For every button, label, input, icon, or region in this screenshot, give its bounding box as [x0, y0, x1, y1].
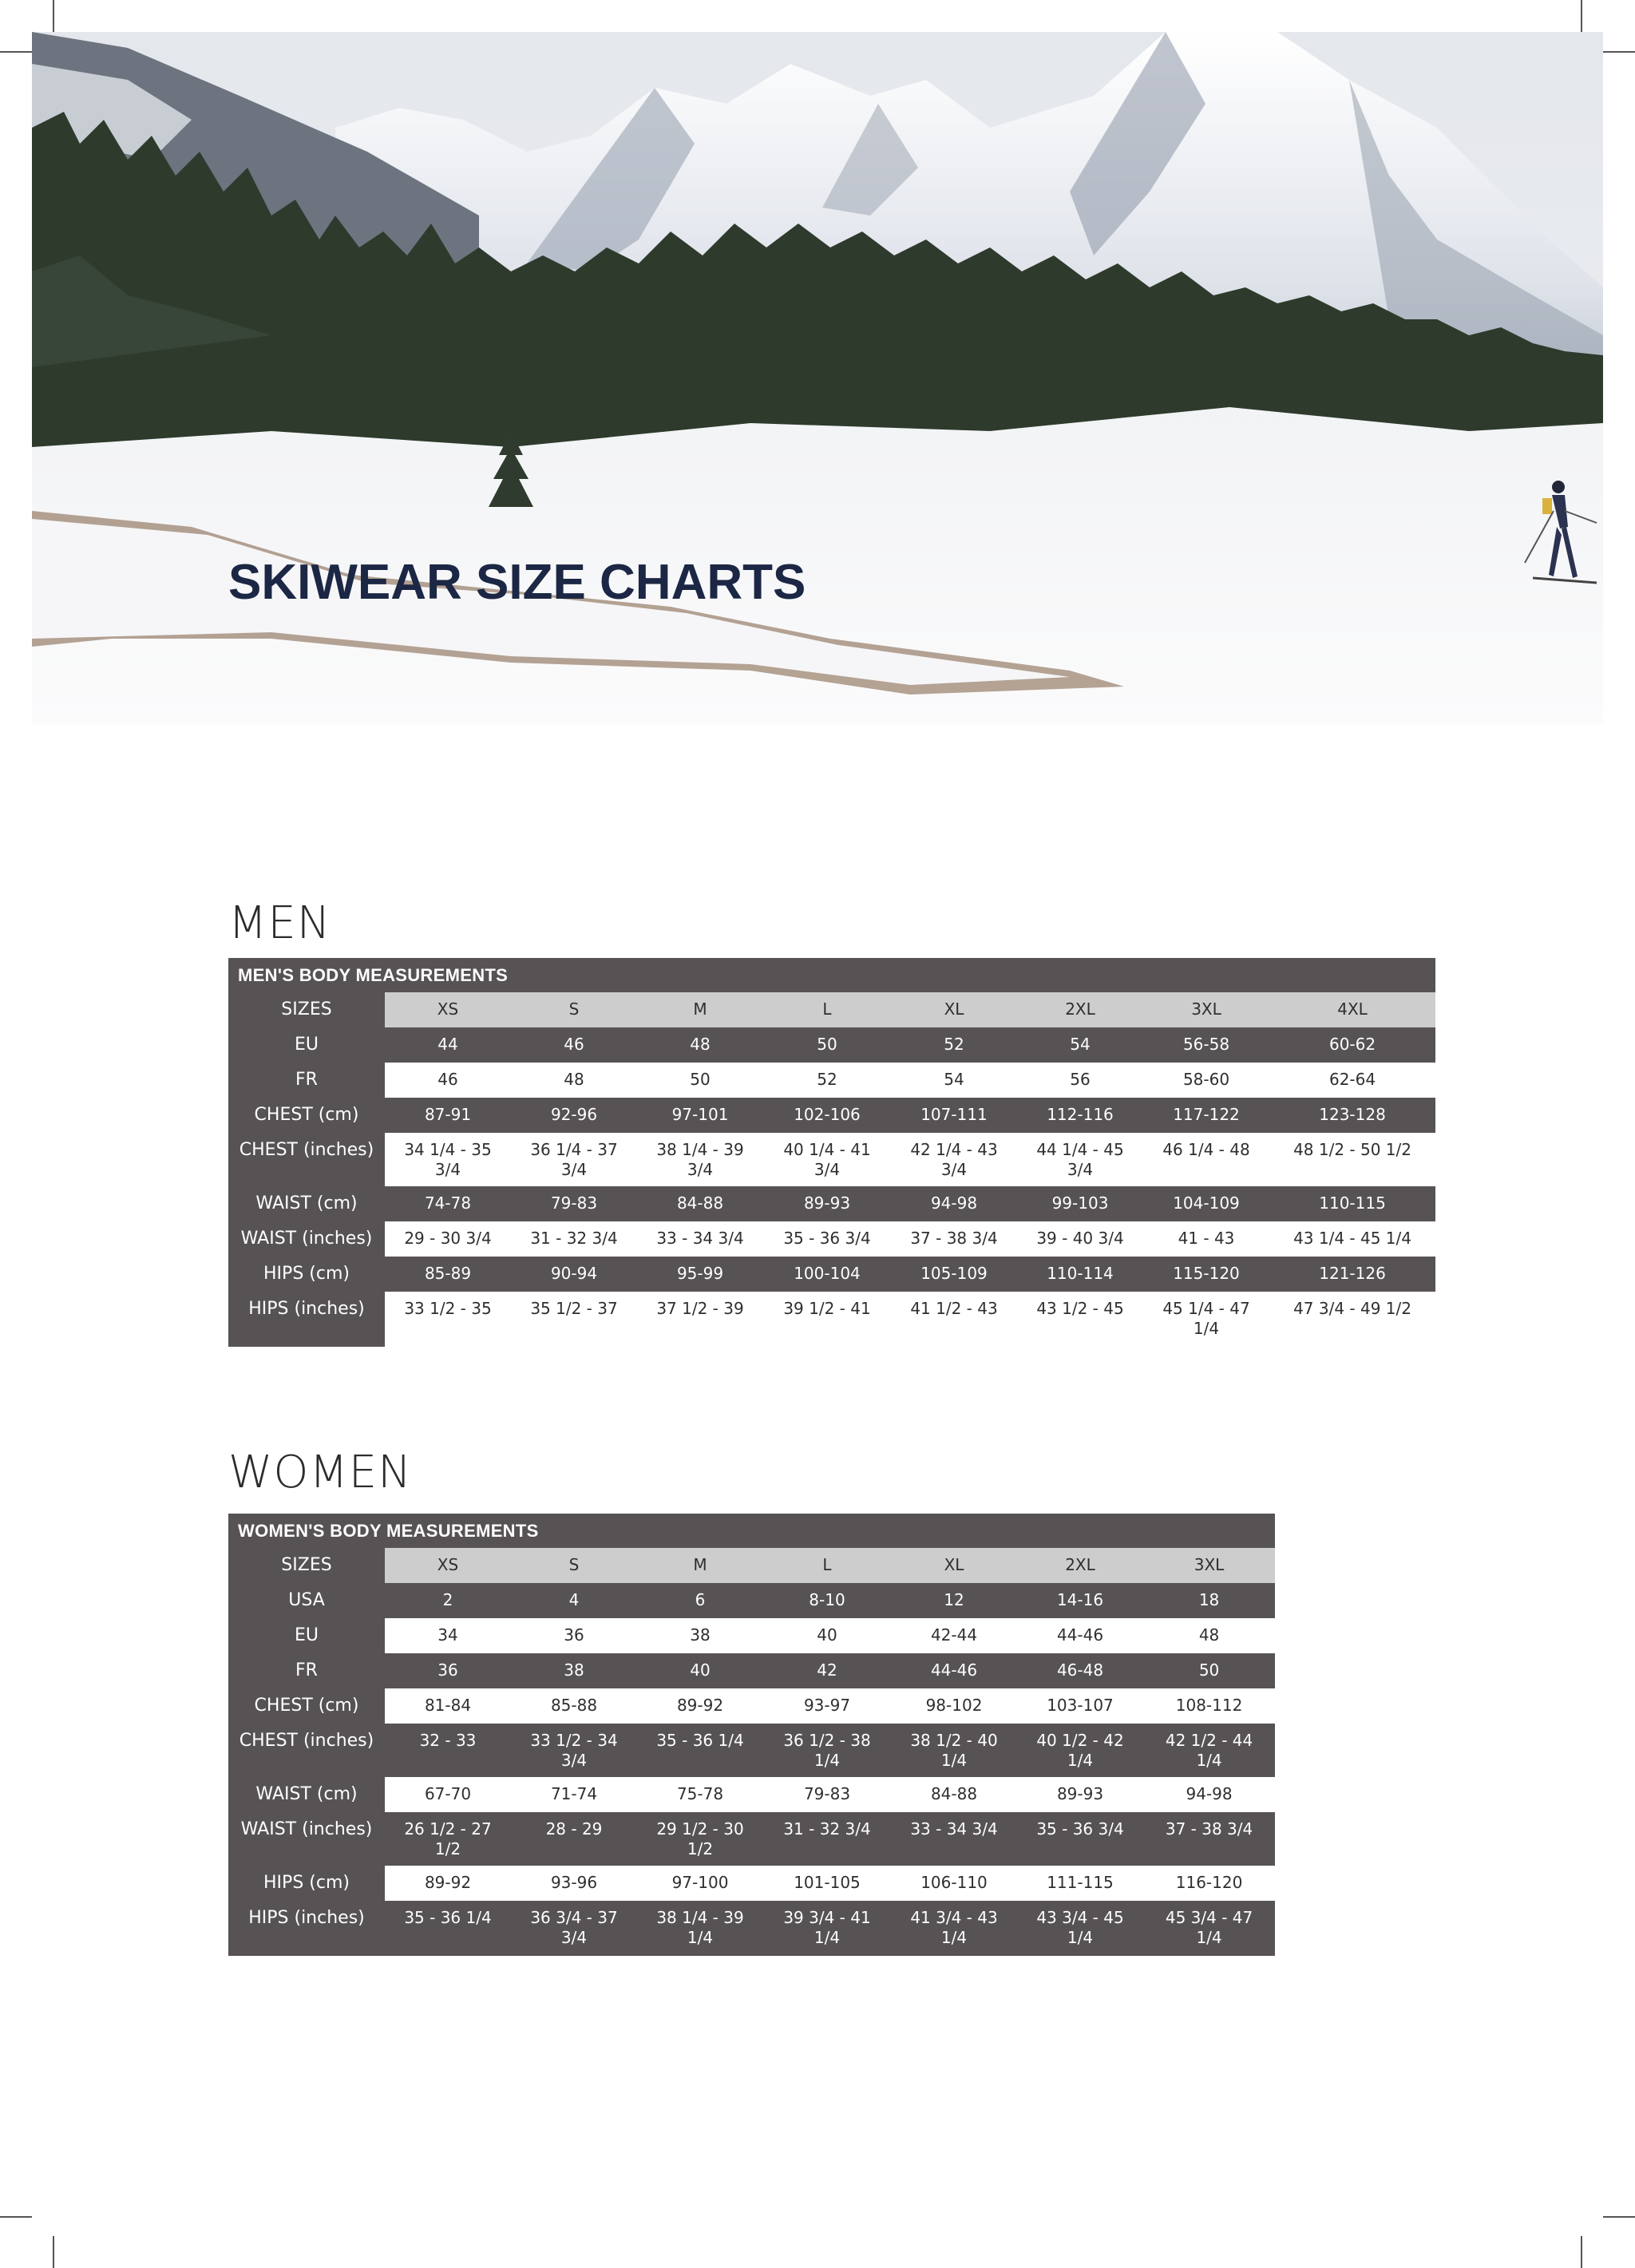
- table-cell: 84-88: [891, 1777, 1017, 1812]
- table-cell: 52: [891, 1027, 1017, 1063]
- table-cell: 54: [1017, 1027, 1143, 1063]
- table-cell: 8-10: [763, 1583, 891, 1618]
- table-cell: 46 1/4 - 48: [1143, 1133, 1269, 1186]
- table-row: [228, 1688, 1275, 1724]
- table-cell: 43 1/4 - 45 1/4: [1269, 1221, 1435, 1257]
- table-cell: 36 3/4 - 37 3/4: [511, 1901, 637, 1956]
- table-cell: 48: [511, 1063, 637, 1098]
- table-cell: 110-115: [1269, 1186, 1435, 1221]
- table-cell: 87-91: [385, 1098, 511, 1133]
- table-cell: 121-126: [1269, 1257, 1435, 1292]
- table-cell: 46: [511, 1027, 637, 1063]
- table-cell: 97-101: [637, 1098, 763, 1133]
- table-row: [228, 1901, 1275, 1956]
- table-cell: 62-64: [1269, 1063, 1435, 1098]
- crop-mark: [0, 2216, 32, 2218]
- table-cell: 92-96: [511, 1098, 637, 1133]
- table-cell: 33 - 34 3/4: [637, 1221, 763, 1257]
- table-cell: 37 1/2 - 39: [637, 1292, 763, 1347]
- table-cell: 36 1/2 - 38 1/4: [763, 1724, 891, 1777]
- table-cell: 38 1/2 - 40 1/4: [891, 1724, 1017, 1777]
- table-cell: 47 3/4 - 49 1/2: [1269, 1292, 1435, 1347]
- sizes-row: [228, 992, 1435, 1027]
- table-cell: 26 1/2 - 27 1/2: [385, 1812, 511, 1866]
- table-cell: 39 - 40 3/4: [1017, 1221, 1143, 1257]
- table-cell: 99-103: [1017, 1186, 1143, 1221]
- table-cell: 2: [385, 1583, 511, 1618]
- row-label: WAIST (inches): [228, 1812, 385, 1866]
- table-cell: 103-107: [1017, 1688, 1143, 1724]
- crop-mark: [1581, 0, 1582, 32]
- table-cell: 41 3/4 - 43 1/4: [891, 1901, 1017, 1956]
- table-cell: 48: [1143, 1618, 1275, 1653]
- table-cell: 60-62: [1269, 1027, 1435, 1063]
- row-label: EU: [228, 1618, 385, 1653]
- sizes-row: [228, 1548, 1275, 1583]
- table-row: [228, 1724, 1275, 1777]
- row-label: SIZES: [228, 992, 385, 1027]
- size-header-cell: 2XL: [1017, 1548, 1143, 1583]
- row-label: FR: [228, 1653, 385, 1688]
- table-cell: 34: [385, 1618, 511, 1653]
- table-cell: 101-105: [763, 1866, 891, 1901]
- table-cell: 48: [637, 1027, 763, 1063]
- page-title: SKIWEAR SIZE CHARTS: [228, 555, 806, 610]
- table-cell: 35 - 36 3/4: [1017, 1812, 1143, 1866]
- size-header-cell: 4XL: [1269, 992, 1435, 1027]
- table-cell: 52: [763, 1063, 891, 1098]
- table-row: [228, 1653, 1275, 1688]
- size-header-cell: 3XL: [1143, 992, 1269, 1027]
- table-cell: 107-111: [891, 1098, 1017, 1133]
- size-header-cell: 2XL: [1017, 992, 1143, 1027]
- table-cell: 44-46: [1017, 1618, 1143, 1653]
- size-header-cell: S: [511, 992, 637, 1027]
- crop-mark: [1581, 2236, 1582, 2268]
- table-cell: 67-70: [385, 1777, 511, 1812]
- row-label: CHEST (inches): [228, 1133, 385, 1186]
- table-cell: 58-60: [1143, 1063, 1269, 1098]
- size-header-cell: XL: [891, 1548, 1017, 1583]
- table-cell: 18: [1143, 1583, 1275, 1618]
- table-cell: 50: [637, 1063, 763, 1098]
- row-label: FR: [228, 1063, 385, 1098]
- table-row: [228, 1098, 1435, 1133]
- table-cell: 29 - 30 3/4: [385, 1221, 511, 1257]
- table-cell: 32 - 33: [385, 1724, 511, 1777]
- table-row: [228, 1292, 1435, 1347]
- table-cell: 40 1/4 - 41 3/4: [763, 1133, 891, 1186]
- table-cell: 31 - 32 3/4: [511, 1221, 637, 1257]
- table-row: [228, 1257, 1435, 1292]
- table-cell: 89-93: [763, 1186, 891, 1221]
- size-header-cell: XS: [385, 992, 511, 1027]
- table-cell: 89-92: [385, 1866, 511, 1901]
- women-size-table: [228, 1514, 1275, 1956]
- table-cell: 104-109: [1143, 1186, 1269, 1221]
- table-cell: 41 1/2 - 43: [891, 1292, 1017, 1347]
- table-cell: 100-104: [763, 1257, 891, 1292]
- table-cell: 28 - 29: [511, 1812, 637, 1866]
- table-cell: 79-83: [763, 1777, 891, 1812]
- table-row: [228, 1063, 1435, 1098]
- table-cell: 98-102: [891, 1688, 1017, 1724]
- table-cell: 33 - 34 3/4: [891, 1812, 1017, 1866]
- table-cell: 106-110: [891, 1866, 1017, 1901]
- table-cell: 14-16: [1017, 1583, 1143, 1618]
- table-cell: 38 1/4 - 39 3/4: [637, 1133, 763, 1186]
- size-header-cell: L: [763, 992, 891, 1027]
- table-cell: 85-89: [385, 1257, 511, 1292]
- table-row: [228, 1777, 1275, 1812]
- table-cell: 42 1/2 - 44 1/4: [1143, 1724, 1275, 1777]
- table-cell: 44: [385, 1027, 511, 1063]
- table-cell: 35 1/2 - 37: [511, 1292, 637, 1347]
- table-cell: 56: [1017, 1063, 1143, 1098]
- table-cell: 42: [763, 1653, 891, 1688]
- table-cell: 79-83: [511, 1186, 637, 1221]
- table-cell: 74-78: [385, 1186, 511, 1221]
- size-header-cell: XS: [385, 1548, 511, 1583]
- mountain-landscape-image: [32, 32, 1603, 723]
- table-cell: 38: [637, 1618, 763, 1653]
- table-row: [228, 1583, 1275, 1618]
- table-cell: 38: [511, 1653, 637, 1688]
- row-label: HIPS (inches): [228, 1901, 385, 1956]
- table-cell: 111-115: [1017, 1866, 1143, 1901]
- table-cell: 35 - 36 3/4: [763, 1221, 891, 1257]
- row-label: CHEST (cm): [228, 1688, 385, 1724]
- table-cell: 12: [891, 1583, 1017, 1618]
- row-label: SIZES: [228, 1548, 385, 1583]
- table-cell: 35 - 36 1/4: [385, 1901, 511, 1956]
- table-cell: 93-96: [511, 1866, 637, 1901]
- table-cell: 89-92: [637, 1688, 763, 1724]
- row-label: EU: [228, 1027, 385, 1063]
- table-cell: 39 3/4 - 41 1/4: [763, 1901, 891, 1956]
- hero-banner: [32, 32, 1603, 723]
- row-label: WAIST (cm): [228, 1777, 385, 1812]
- table-cell: 42 1/4 - 43 3/4: [891, 1133, 1017, 1186]
- crop-mark: [0, 51, 32, 53]
- table-cell: 94-98: [1143, 1777, 1275, 1812]
- table-cell: 56-58: [1143, 1027, 1269, 1063]
- crop-mark: [1603, 51, 1635, 53]
- table-cell: 85-88: [511, 1688, 637, 1724]
- table-cell: 45 3/4 - 47 1/4: [1143, 1901, 1275, 1956]
- table-cell: 37 - 38 3/4: [891, 1221, 1017, 1257]
- table-cell: 112-116: [1017, 1098, 1143, 1133]
- table-cell: 46-48: [1017, 1653, 1143, 1688]
- size-header-cell: S: [511, 1548, 637, 1583]
- table-cell: 40 1/2 - 42 1/4: [1017, 1724, 1143, 1777]
- table-row: [228, 1133, 1435, 1186]
- table-title: MEN'S BODY MEASUREMENTS: [228, 958, 1435, 992]
- row-label: HIPS (cm): [228, 1866, 385, 1901]
- table-cell: 46: [385, 1063, 511, 1098]
- table-cell: 33 1/2 - 35: [385, 1292, 511, 1347]
- size-header-cell: 3XL: [1143, 1548, 1275, 1583]
- table-cell: 93-97: [763, 1688, 891, 1724]
- crop-mark: [1603, 2216, 1635, 2218]
- table-cell: 105-109: [891, 1257, 1017, 1292]
- table-row: [228, 1866, 1275, 1901]
- row-label: CHEST (cm): [228, 1098, 385, 1133]
- table-cell: 50: [763, 1027, 891, 1063]
- table-cell: 48 1/2 - 50 1/2: [1269, 1133, 1435, 1186]
- table-cell: 44 1/4 - 45 3/4: [1017, 1133, 1143, 1186]
- table-cell: 39 1/2 - 41: [763, 1292, 891, 1347]
- row-label: HIPS (inches): [228, 1292, 385, 1347]
- table-cell: 94-98: [891, 1186, 1017, 1221]
- table-cell: 31 - 32 3/4: [763, 1812, 891, 1866]
- table-cell: 38 1/4 - 39 1/4: [637, 1901, 763, 1956]
- women-section-heading: WOMEN: [228, 1447, 413, 1498]
- table-cell: 33 1/2 - 34 3/4: [511, 1724, 637, 1777]
- size-header-cell: L: [763, 1548, 891, 1583]
- table-cell: 43 3/4 - 45 1/4: [1017, 1901, 1143, 1956]
- table-cell: 6: [637, 1583, 763, 1618]
- table-cell: 75-78: [637, 1777, 763, 1812]
- table-cell: 84-88: [637, 1186, 763, 1221]
- table-cell: 116-120: [1143, 1866, 1275, 1901]
- table-cell: 34 1/4 - 35 3/4: [385, 1133, 511, 1186]
- table-cell: 40: [637, 1653, 763, 1688]
- size-header-cell: XL: [891, 992, 1017, 1027]
- table-cell: 102-106: [763, 1098, 891, 1133]
- table-cell: 54: [891, 1063, 1017, 1098]
- table-cell: 95-99: [637, 1257, 763, 1292]
- row-label: WAIST (inches): [228, 1221, 385, 1257]
- table-cell: 43 1/2 - 45: [1017, 1292, 1143, 1347]
- table-cell: 71-74: [511, 1777, 637, 1812]
- row-label: CHEST (inches): [228, 1724, 385, 1777]
- table-title: WOMEN'S BODY MEASUREMENTS: [228, 1514, 1275, 1548]
- table-row: [228, 1618, 1275, 1653]
- crop-mark: [53, 0, 54, 32]
- men-section-heading: MEN: [228, 897, 331, 949]
- size-header-cell: M: [637, 992, 763, 1027]
- table-cell: 97-100: [637, 1866, 763, 1901]
- table-cell: 81-84: [385, 1688, 511, 1724]
- table-row: [228, 1186, 1435, 1221]
- table-cell: 29 1/2 - 30 1/2: [637, 1812, 763, 1866]
- table-cell: 36 1/4 - 37 3/4: [511, 1133, 637, 1186]
- crop-mark: [53, 2236, 54, 2268]
- table-cell: 110-114: [1017, 1257, 1143, 1292]
- row-label: HIPS (cm): [228, 1257, 385, 1292]
- table-cell: 42-44: [891, 1618, 1017, 1653]
- table-row: [228, 1221, 1435, 1257]
- table-cell: 123-128: [1269, 1098, 1435, 1133]
- table-cell: 44-46: [891, 1653, 1017, 1688]
- table-row: [228, 1812, 1275, 1866]
- table-cell: 35 - 36 1/4: [637, 1724, 763, 1777]
- size-header-cell: M: [637, 1548, 763, 1583]
- table-cell: 90-94: [511, 1257, 637, 1292]
- table-cell: 37 - 38 3/4: [1143, 1812, 1275, 1866]
- table-cell: 108-112: [1143, 1688, 1275, 1724]
- table-cell: 115-120: [1143, 1257, 1269, 1292]
- table-cell: 41 - 43: [1143, 1221, 1269, 1257]
- table-cell: 40: [763, 1618, 891, 1653]
- row-label: WAIST (cm): [228, 1186, 385, 1221]
- table-cell: 89-93: [1017, 1777, 1143, 1812]
- table-cell: 36: [385, 1653, 511, 1688]
- table-cell: 4: [511, 1583, 637, 1618]
- table-row: [228, 1027, 1435, 1063]
- table-cell: 50: [1143, 1653, 1275, 1688]
- table-cell: 117-122: [1143, 1098, 1269, 1133]
- men-size-table: [228, 958, 1435, 1347]
- row-label: USA: [228, 1583, 385, 1618]
- table-cell: 36: [511, 1618, 637, 1653]
- table-cell: 45 1/4 - 47 1/4: [1143, 1292, 1269, 1347]
